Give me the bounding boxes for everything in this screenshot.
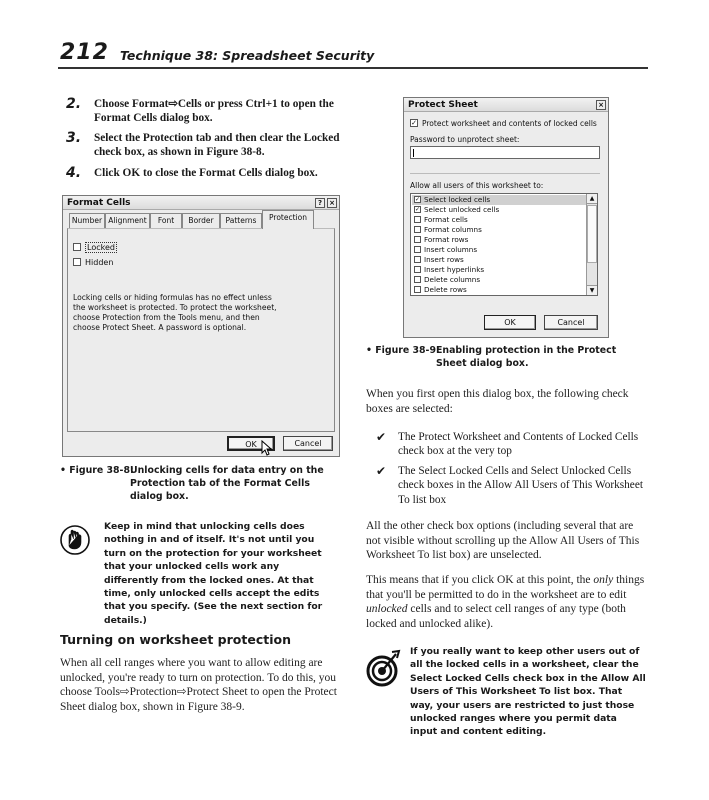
text-run: things that you'll be permitted to do in the worksheet are to edit — [366, 574, 645, 601]
protect-sheet-dialog — [403, 97, 609, 338]
body-paragraph: When all cell ranges where you want to allow editing are unlocked, you're ready to turn on protection. To do this, you choose Tools⇨Protection⇨Protect Sheet to open the Protect Sheet dialog box, shown in Figure 38-9. — [60, 657, 337, 713]
figure-text: Enabling protection in the Protect Sheet dialog box. — [436, 345, 617, 369]
permission-label: Format cells — [424, 215, 468, 224]
section-heading: Turning on worksheet protection — [60, 632, 291, 647]
figure-label: • Figure 38-8: — [60, 465, 134, 476]
password-input[interactable] — [410, 146, 600, 159]
step-text: Select the Protection tab and then clear the Locked check box, as shown in Figure 38-8. — [94, 132, 340, 158]
permission-option[interactable] — [412, 195, 586, 205]
scroll-down-arrow-icon[interactable]: ▼ — [587, 285, 597, 295]
scroll-up-arrow-icon[interactable]: ▲ — [587, 194, 597, 204]
body-paragraph: All the other check box options (including several that are not visible without scrolling up the Allow All Users of This Worksheet To list box) are unselected. — [366, 520, 640, 561]
note-text: Keep in mind that unlocking cells does nothing in and of itself. It's not until you turn on the protection for your worksheet that your unlocked cells work any differently from the locked ones. At that time, only unlocked cells accept the edits that you specify. (See the next section for details.) — [104, 521, 323, 626]
permission-label: Insert rows — [424, 255, 464, 264]
permission-label: Select unlocked cells — [424, 205, 500, 214]
text-run: This means that if you click OK at this point, the — [366, 574, 594, 586]
target-icon — [366, 648, 402, 688]
checkmark-icon: ✔ — [376, 430, 387, 444]
figure-38-9-caption — [366, 344, 648, 370]
tab-panel — [67, 228, 335, 432]
checkmark-icon: ✔ — [376, 464, 387, 478]
help-button[interactable]: ? — [315, 198, 325, 208]
close-button[interactable]: × — [596, 100, 606, 110]
locked-label: Locked — [87, 243, 115, 252]
separator — [410, 173, 600, 174]
permission-option[interactable] — [412, 255, 586, 265]
permission-option[interactable] — [412, 215, 586, 225]
step-text: Click OK to close the Format Cells dialog box. — [94, 167, 318, 179]
step-number: 3. — [66, 130, 82, 146]
scroll-thumb[interactable] — [587, 205, 597, 263]
permission-label: Select locked cells — [424, 195, 491, 204]
checkbox-box[interactable] — [414, 286, 421, 293]
tab-font[interactable]: Font — [150, 213, 182, 228]
hidden-label: Hidden — [85, 258, 114, 267]
ok-button[interactable]: OK — [227, 436, 275, 451]
protect-contents-checkbox[interactable] — [410, 119, 597, 128]
cancel-button[interactable]: Cancel — [283, 436, 333, 451]
checkbox-box[interactable]: ✓ — [411, 119, 417, 127]
checkbox-box[interactable] — [414, 246, 421, 253]
bullet-text: The Select Locked Cells and Select Unlocked Cells check boxes in the Allow All Users of This Worksheet To list box — [398, 465, 643, 506]
protect-contents-label: Protect worksheet and contents of locked cells — [422, 119, 597, 128]
permission-option[interactable] — [412, 245, 586, 255]
close-button[interactable]: × — [327, 198, 337, 208]
permission-option[interactable] — [412, 205, 586, 215]
permission-option[interactable] — [412, 265, 586, 275]
step-number: 4. — [66, 165, 82, 181]
tip-text: If you really want to keep other users out of all the locked cells in a worksheet, clear the Select Locked Cells check box in the Allow All Users of This Worksheet To list box. That way, your users are restricted to just those unlocked ranges where you permit data input and content editing. — [410, 646, 646, 738]
bullet-text: The Protect Worksheet and Contents of Locked Cells check box at the very top — [398, 431, 639, 458]
permission-label: Insert columns — [424, 245, 478, 254]
running-head: Technique 38: Spreadsheet Security — [120, 48, 375, 63]
emphasis: only — [593, 574, 614, 586]
permission-label: Format rows — [424, 235, 469, 244]
figure-38-8-caption — [60, 464, 340, 503]
permission-option[interactable] — [412, 225, 586, 235]
checkbox-box[interactable]: ✓ — [415, 195, 421, 203]
checkbox-box[interactable] — [414, 226, 421, 233]
text-cursor — [413, 149, 414, 157]
checkbox-box[interactable] — [73, 243, 81, 251]
checkbox-box[interactable]: ✓ — [415, 205, 421, 213]
ok-button[interactable]: OK — [484, 315, 536, 330]
permission-option[interactable] — [412, 275, 586, 285]
tab-number[interactable]: Number — [69, 213, 105, 228]
permission-option[interactable] — [412, 235, 586, 245]
allow-users-label: Allow all users of this worksheet to: — [410, 181, 544, 190]
checkbox-box[interactable] — [73, 258, 81, 266]
checkbox-box[interactable] — [414, 236, 421, 243]
cancel-button[interactable]: Cancel — [544, 315, 598, 330]
step-number: 2. — [66, 96, 82, 112]
bullet-item — [376, 464, 646, 507]
text-run: cells and to select cell ranges of any type (both locked and unlocked alike). — [366, 603, 626, 630]
checkbox-box[interactable] — [414, 256, 421, 263]
figure-label: • Figure 38-9: — [366, 345, 440, 356]
header-rule — [58, 67, 648, 69]
permission-label: Delete columns — [424, 275, 481, 284]
permission-label: Insert hyperlinks — [424, 265, 485, 274]
tab-protection[interactable]: Protection — [262, 210, 314, 229]
page-number: 212 — [60, 40, 109, 65]
checkbox-box[interactable] — [414, 216, 421, 223]
format-cells-title: Format Cells — [63, 196, 339, 210]
format-cells-dialog — [62, 195, 340, 457]
step-3 — [66, 131, 366, 159]
checkbox-box[interactable] — [414, 266, 421, 273]
tab-border[interactable]: Border — [182, 213, 220, 228]
figure-text: Unlocking cells for data entry on the Protection tab of the Format Cells dialog box. — [130, 465, 324, 502]
password-label: Password to unprotect sheet: — [410, 135, 520, 144]
emphasis: unlocked — [366, 603, 408, 615]
body-paragraph — [366, 573, 648, 631]
checkbox-box[interactable] — [414, 276, 421, 283]
mouse-pointer-icon — [261, 440, 273, 456]
protect-sheet-title: Protect Sheet — [404, 98, 608, 112]
protection-info-text: Locking cells or hiding formulas has no effect unless the worksheet is protected. To protect the worksheet, choose Protection from the Tools menu, and then choose Protect Sheet. A password is optional. — [73, 293, 277, 332]
step-2 — [66, 97, 366, 125]
hand-pointing-icon — [60, 524, 90, 556]
permission-label: Delete rows — [424, 285, 467, 294]
permission-option[interactable] — [412, 285, 586, 295]
step-text: Choose Format⇨Cells or press Ctrl+1 to open the Format Cells dialog box. — [94, 98, 334, 124]
hidden-checkbox[interactable] — [73, 258, 113, 267]
tab-alignment[interactable]: Alignment — [105, 213, 150, 228]
step-4 — [66, 166, 366, 180]
tab-patterns[interactable]: Patterns — [220, 213, 262, 228]
body-paragraph: When you first open this dialog box, the following check boxes are selected: — [366, 388, 629, 415]
locked-checkbox[interactable] — [73, 243, 117, 252]
bullet-item — [376, 430, 646, 459]
list-scrollbar[interactable] — [586, 194, 597, 295]
permissions-list[interactable] — [410, 193, 598, 296]
permission-label: Format columns — [424, 225, 482, 234]
